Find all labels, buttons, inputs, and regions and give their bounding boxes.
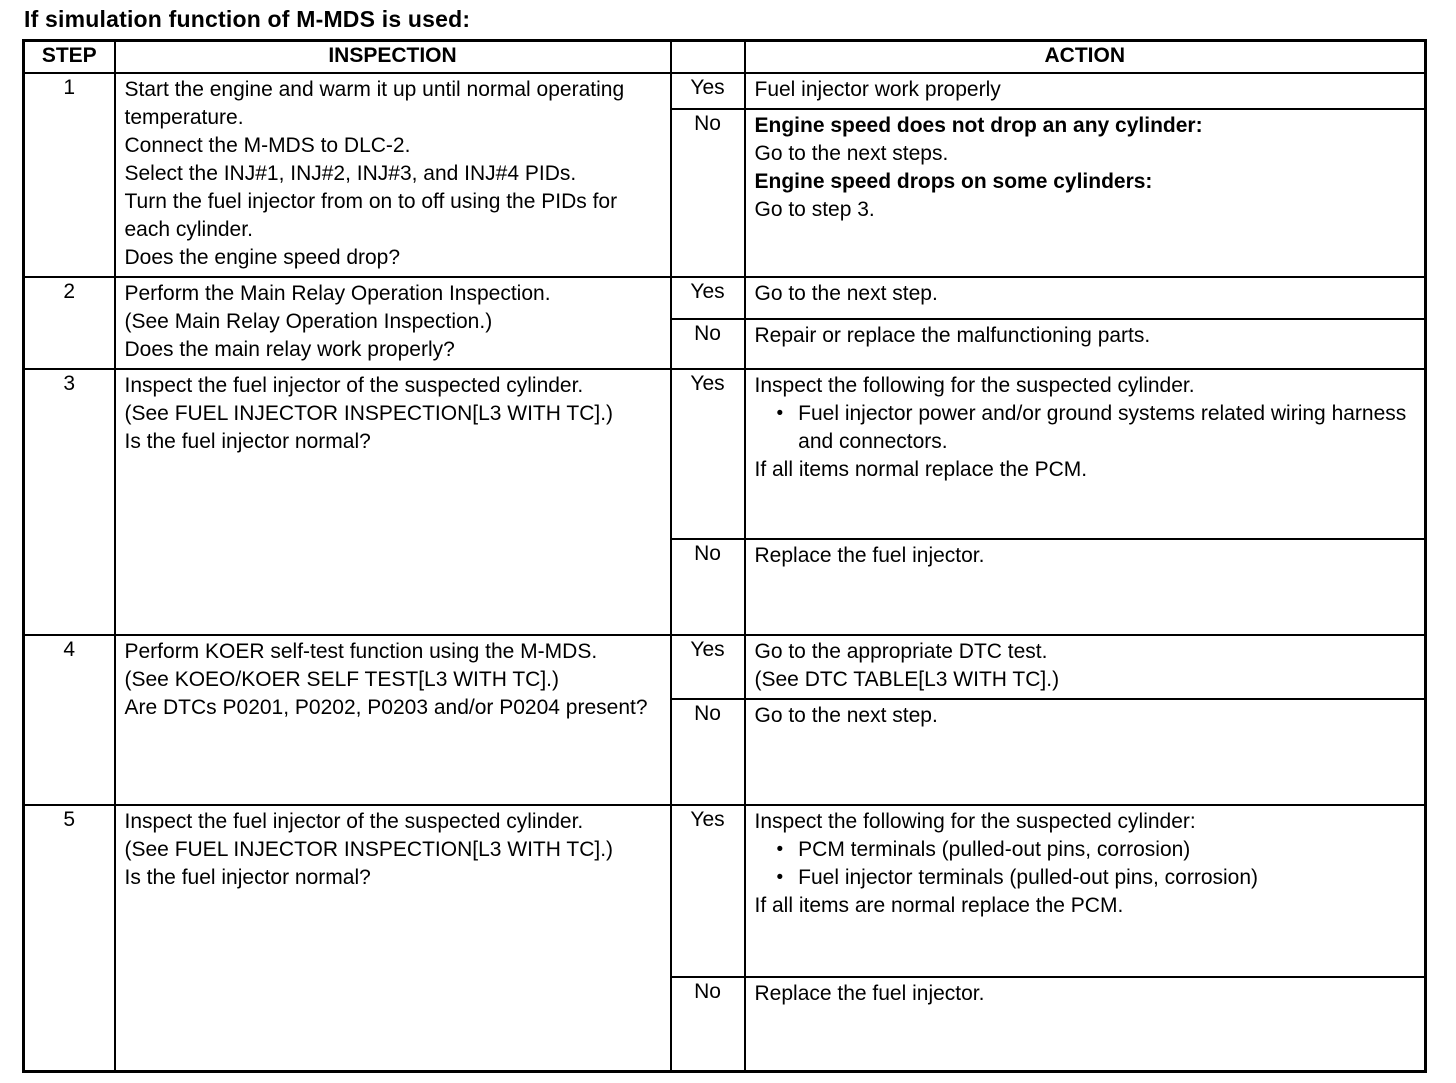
- inspection-line: Perform the Main Relay Operation Inspection.: [124, 282, 551, 305]
- table-header-row: [24, 41, 1426, 74]
- action-line: Go to the next steps.: [754, 142, 949, 166]
- action-line: Go to the appropriate DTC test.: [754, 640, 1048, 663]
- branch-label: No: [671, 977, 745, 1072]
- inspection-line: Turn the fuel injector from on to off using the PIDs for each cylinder.: [124, 190, 618, 241]
- step-number: 1: [24, 73, 115, 277]
- inspection-line: Is the fuel injector normal?: [124, 430, 371, 453]
- inspection-line: Inspect the fuel injector of the suspected cylinder.: [124, 810, 584, 833]
- header-step: STEP: [24, 41, 115, 74]
- table-row: [24, 369, 1426, 539]
- table-row: [24, 805, 1426, 977]
- action-bullet-text: Fuel injector power and/or ground systems related wiring harness and connectors.: [798, 402, 1407, 453]
- action-line: Inspect the following for the suspected cylinder.: [754, 374, 1195, 397]
- table-row: [24, 73, 1426, 109]
- action-bullet-text: Fuel injector terminals (pulled-out pins, corrosion): [798, 866, 1259, 889]
- inspection-line: Inspect the fuel injector of the suspected cylinder.: [124, 374, 584, 397]
- action-line: Engine speed does not drop an any cylinder:: [754, 114, 1203, 138]
- action-cell: [745, 805, 1426, 977]
- action-line: Go to step 3.: [754, 198, 875, 222]
- inspection-cell: [115, 369, 671, 635]
- step-number: 5: [24, 805, 115, 1072]
- inspection-cell: [115, 277, 671, 369]
- action-cell: [745, 699, 1426, 805]
- bullet-icon: •: [776, 839, 784, 860]
- action-line: Inspect the following for the suspected cylinder:: [754, 810, 1196, 833]
- inspection-line: Select the INJ#1, INJ#2, INJ#3, and INJ#4 PIDs.: [124, 162, 577, 185]
- action-bullet-item: [755, 400, 1416, 456]
- step-number: 4: [24, 635, 115, 805]
- bullet-icon: •: [776, 403, 784, 424]
- inspection-line: Connect the M-MDS to DLC-2.: [124, 134, 411, 157]
- branch-label: Yes: [671, 805, 745, 977]
- action-cell: [745, 277, 1426, 319]
- inspection-line: (See FUEL INJECTOR INSPECTION[L3 WITH TC].): [124, 402, 614, 425]
- branch-label: Yes: [671, 369, 745, 539]
- branch-label: Yes: [671, 635, 745, 699]
- action-line: Go to the next step.: [754, 282, 938, 305]
- branch-label: No: [671, 539, 745, 635]
- branch-label: No: [671, 109, 745, 277]
- branch-label: No: [671, 699, 745, 805]
- action-cell: [745, 977, 1426, 1072]
- branch-label: Yes: [671, 73, 745, 109]
- action-cell: [745, 635, 1426, 699]
- action-cell: [745, 73, 1426, 109]
- inspection-line: Is the fuel injector normal?: [124, 866, 371, 889]
- inspection-cell: [115, 73, 671, 277]
- action-bullet-text: PCM terminals (pulled-out pins, corrosion): [798, 838, 1191, 861]
- action-line: (See DTC TABLE[L3 WITH TC].): [754, 668, 1060, 691]
- bullet-icon: •: [776, 867, 784, 888]
- inspection-cell: [115, 635, 671, 805]
- action-line: Go to the next step.: [754, 704, 938, 727]
- table-row: [24, 277, 1426, 319]
- action-cell: [745, 319, 1426, 369]
- inspection-line: Start the engine and warm it up until normal operating temperature.: [124, 78, 625, 129]
- inspection-line: Does the main relay work properly?: [124, 338, 455, 361]
- header-action: ACTION: [745, 41, 1426, 74]
- branch-label: Yes: [671, 277, 745, 319]
- inspection-line: Perform KOER self-test function using the M-MDS.: [124, 640, 598, 663]
- action-line: Fuel injector work properly: [754, 78, 1001, 101]
- inspection-line: Are DTCs P0201, P0202, P0203 and/or P0204 present?: [124, 696, 648, 719]
- action-line: If all items are normal replace the PCM.: [754, 894, 1124, 917]
- action-bullet-item: [755, 864, 1416, 892]
- header-yesno-spacer: [671, 41, 745, 74]
- header-inspection: INSPECTION: [115, 41, 671, 74]
- page-title: If simulation function of M-MDS is used:: [24, 6, 471, 32]
- action-bullet-item: [755, 836, 1416, 864]
- step-number: 3: [24, 369, 115, 635]
- inspection-line: (See Main Relay Operation Inspection.): [124, 310, 493, 333]
- inspection-cell: [115, 805, 671, 1072]
- action-line: If all items normal replace the PCM.: [754, 458, 1088, 481]
- step-number: 2: [24, 277, 115, 369]
- action-cell: [745, 369, 1426, 539]
- action-line: Replace the fuel injector.: [754, 982, 985, 1005]
- diagnostic-table: [22, 39, 1427, 1073]
- action-cell: [745, 109, 1426, 277]
- inspection-line: (See FUEL INJECTOR INSPECTION[L3 WITH TC].): [124, 838, 614, 861]
- inspection-line: Does the engine speed drop?: [124, 246, 401, 269]
- diagnostic-table-body: [24, 73, 1426, 1072]
- action-line: Engine speed drops on some cylinders:: [754, 170, 1153, 194]
- action-line: Repair or replace the malfunctioning parts.: [754, 324, 1151, 348]
- action-line: Replace the fuel injector.: [754, 544, 985, 567]
- table-row: [24, 635, 1426, 699]
- branch-label: No: [671, 319, 745, 369]
- action-cell: [745, 539, 1426, 635]
- inspection-line: (See KOEO/KOER SELF TEST[L3 WITH TC].): [124, 668, 559, 691]
